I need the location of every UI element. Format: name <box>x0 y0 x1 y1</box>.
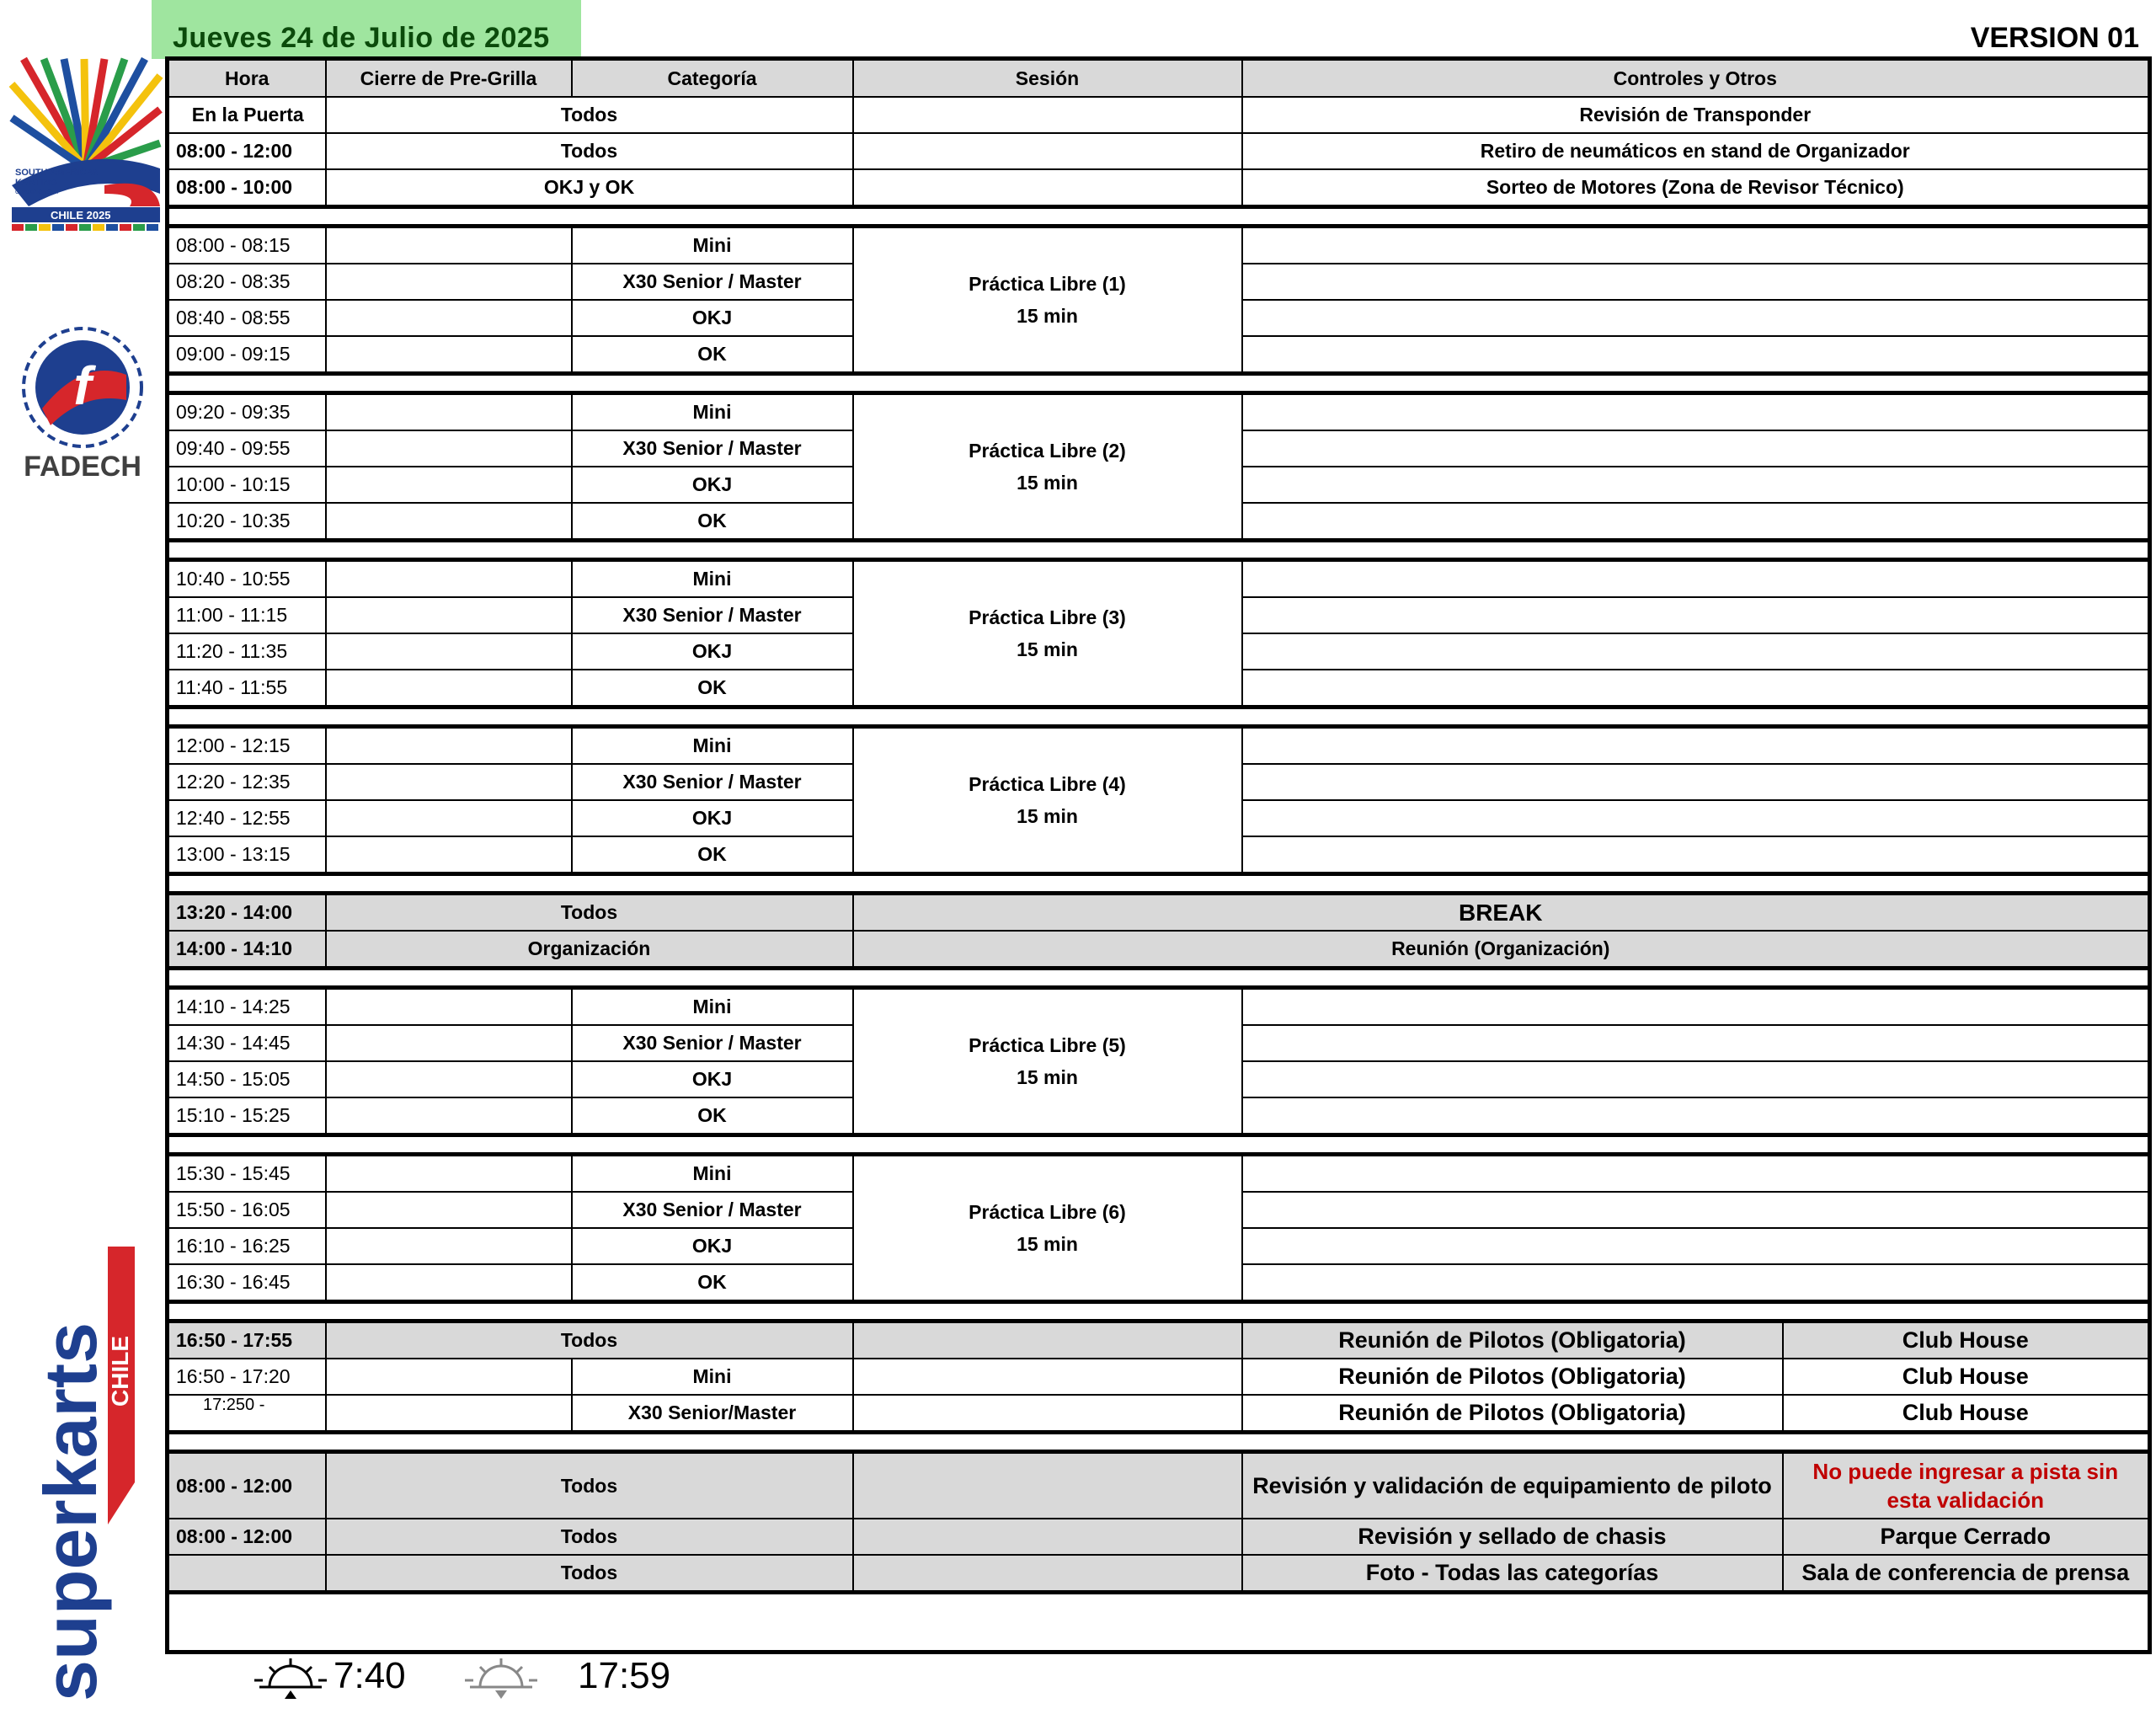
pregrid-cell <box>326 430 572 467</box>
pregrid-cell <box>326 467 572 503</box>
category-cell: OKJ <box>572 633 853 670</box>
category-cell: X30 Senior / Master <box>572 264 853 300</box>
category-cell: OKJ <box>572 1061 853 1097</box>
control-cell <box>1242 800 2150 836</box>
control-cell <box>1242 430 2150 467</box>
pregrid-cell <box>326 670 572 707</box>
session-name: Práctica Libre (1) <box>969 273 1126 295</box>
session-cell <box>853 1155 1242 1302</box>
session-cell <box>853 393 1242 541</box>
meeting-row <box>168 1322 2150 1359</box>
control-cell <box>1242 597 2150 633</box>
pregrid-cell <box>326 1025 572 1061</box>
category-cell: Todos <box>326 1322 853 1359</box>
time-cell: 10:20 - 10:35 <box>168 503 326 541</box>
pregrid-cell <box>326 1264 572 1302</box>
time-cell: 09:00 - 09:15 <box>168 336 326 374</box>
category-cell: Todos <box>326 1452 853 1519</box>
time-cell: 09:40 - 09:55 <box>168 430 326 467</box>
session-cell <box>853 988 1242 1135</box>
category-cell: Organización <box>326 931 853 969</box>
time-cell: 14:00 - 14:10 <box>168 931 326 969</box>
category-cell: X30 Senior / Master <box>572 764 853 800</box>
place-cell: Parque Cerrado <box>1783 1519 2150 1555</box>
control-cell <box>1242 1228 2150 1264</box>
separator-row <box>168 969 2150 988</box>
control-cell <box>1242 264 2150 300</box>
separator-row <box>168 1433 2150 1452</box>
control-cell <box>1242 560 2150 598</box>
time-cell: 14:50 - 15:05 <box>168 1061 326 1097</box>
session-duration: 15 min <box>1017 472 1078 494</box>
table-row <box>168 169 2150 207</box>
session-cell <box>853 1519 1242 1555</box>
place-cell: Club House <box>1783 1395 2150 1433</box>
time-cell: 15:10 - 15:25 <box>168 1097 326 1135</box>
time-cell: 16:30 - 16:45 <box>168 1264 326 1302</box>
pregrid-cell <box>326 764 572 800</box>
svg-text:f: f <box>73 355 92 416</box>
meeting-label: Reunión (Organización) <box>853 931 2150 969</box>
category-cell: Mini <box>572 1359 853 1395</box>
pregrid-cell <box>326 1359 572 1395</box>
category-cell: X30 Senior / Master <box>572 597 853 633</box>
session-cell <box>853 560 1242 707</box>
pregrid-cell <box>326 264 572 300</box>
time-cell: 08:00 - 12:00 <box>168 1452 326 1519</box>
control-cell: Reunión de Pilotos (Obligatoria) <box>1242 1359 1783 1395</box>
category-cell: X30 Senior / Master <box>572 430 853 467</box>
svg-text:FADECH: FADECH <box>24 451 141 483</box>
schedule-date: Jueves 24 de Julio de 2025 <box>173 22 550 54</box>
control-cell <box>1242 227 2150 264</box>
time-cell: 11:00 - 11:15 <box>168 597 326 633</box>
session-cell <box>853 97 1242 133</box>
control-cell <box>1242 336 2150 374</box>
separator-row <box>168 1135 2150 1155</box>
separator-row <box>168 374 2150 393</box>
category-cell: Mini <box>572 227 853 264</box>
category-cell: Mini <box>572 988 853 1026</box>
schedule-table <box>165 56 2152 1654</box>
sun-row <box>168 1593 2150 1653</box>
table-row <box>168 227 2150 264</box>
session-cell <box>853 227 1242 374</box>
session-cell <box>853 1359 1242 1395</box>
separator-row <box>168 207 2150 227</box>
category-cell: OK <box>572 336 853 374</box>
fadech-logo <box>8 324 157 484</box>
session-duration: 15 min <box>1017 805 1078 827</box>
time-cell: 11:40 - 11:55 <box>168 670 326 707</box>
category-cell: Todos <box>326 97 853 133</box>
session-name: Práctica Libre (5) <box>969 1034 1126 1056</box>
pregrid-cell <box>326 503 572 541</box>
session-name: Práctica Libre (4) <box>969 773 1126 795</box>
control-cell <box>1242 300 2150 336</box>
category-cell: Todos <box>326 1555 853 1593</box>
table-row <box>168 393 2150 431</box>
category-cell: OK <box>572 503 853 541</box>
control-cell <box>1242 633 2150 670</box>
inspection-row <box>168 1519 2150 1555</box>
col-categoria: Categoría <box>572 59 853 98</box>
table-row <box>168 988 2150 1026</box>
svg-text:CHILE: CHILE <box>107 1336 133 1407</box>
category-cell: OKJ <box>572 467 853 503</box>
pregrid-cell <box>326 1097 572 1135</box>
svg-text:KARTING: KARTING <box>15 178 58 188</box>
control-cell <box>1242 764 2150 800</box>
time-cell: 17:250 - <box>168 1395 326 1433</box>
time-cell: 15:50 - 16:05 <box>168 1192 326 1228</box>
time-cell: 08:40 - 08:55 <box>168 300 326 336</box>
pregrid-cell <box>326 836 572 874</box>
table-row <box>168 727 2150 765</box>
category-cell: OKJ y OK <box>326 169 853 207</box>
control-cell <box>1242 393 2150 431</box>
control-cell <box>1242 1155 2150 1193</box>
pregrid-cell <box>326 227 572 264</box>
svg-text:CHILE 2025: CHILE 2025 <box>51 209 111 222</box>
break-label: BREAK <box>853 894 2150 932</box>
meeting-row <box>168 1395 2150 1433</box>
control-cell: Reunión de Pilotos (Obligatoria) <box>1242 1395 1783 1433</box>
pregrid-cell <box>326 988 572 1026</box>
control-cell: Retiro de neumáticos en stand de Organizador <box>1242 133 2150 169</box>
time-cell: 08:00 - 12:00 <box>168 133 326 169</box>
photo-row <box>168 1555 2150 1593</box>
time-cell: 16:50 - 17:55 <box>168 1322 326 1359</box>
session-cell <box>853 169 1242 207</box>
sunset-icon <box>463 1655 539 1706</box>
control-cell <box>1242 1097 2150 1135</box>
time-cell: 10:40 - 10:55 <box>168 560 326 598</box>
col-hora: Hora <box>168 59 326 98</box>
table-row <box>168 560 2150 598</box>
sunrise-icon <box>253 1655 328 1706</box>
time-cell: 13:00 - 13:15 <box>168 836 326 874</box>
category-cell: OKJ <box>572 1228 853 1264</box>
header-row <box>168 59 2150 98</box>
category-cell: Todos <box>326 133 853 169</box>
control-cell <box>1242 1061 2150 1097</box>
svg-text:SOUTH AMERICAN: SOUTH AMERICAN <box>15 168 100 178</box>
col-cierre: Cierre de Pre-Grilla <box>326 59 572 98</box>
place-cell: Sala de conferencia de prensa <box>1783 1555 2150 1593</box>
pregrid-cell <box>326 1395 572 1433</box>
control-cell <box>1242 467 2150 503</box>
control-cell: Revisión y validación de equipamiento de piloto <box>1242 1452 1783 1519</box>
session-cell <box>853 1322 1242 1359</box>
superkarts-logo <box>29 1247 135 1701</box>
sunset-time: 17:59 <box>578 1655 671 1696</box>
time-cell: 16:10 - 16:25 <box>168 1228 326 1264</box>
pregrid-cell <box>326 1061 572 1097</box>
category-cell: Mini <box>572 727 853 765</box>
separator-row <box>168 874 2150 894</box>
time-cell: 12:00 - 12:15 <box>168 727 326 765</box>
pregrid-cell <box>326 393 572 431</box>
category-cell: Mini <box>572 560 853 598</box>
time-cell: 13:20 - 14:00 <box>168 894 326 932</box>
category-cell: OKJ <box>572 300 853 336</box>
time-cell: 09:20 - 09:35 <box>168 393 326 431</box>
svg-text:CHAMPIONSHIP: CHAMPIONSHIP <box>15 190 61 195</box>
session-duration: 15 min <box>1017 305 1078 327</box>
control-cell <box>1242 727 2150 765</box>
time-cell: 15:30 - 15:45 <box>168 1155 326 1193</box>
control-cell <box>1242 988 2150 1026</box>
time-cell: 12:40 - 12:55 <box>168 800 326 836</box>
session-cell <box>853 133 1242 169</box>
control-cell: Revisión de Transponder <box>1242 97 2150 133</box>
version-label: VERSION 01 <box>1970 22 2139 54</box>
category-cell: OKJ <box>572 800 853 836</box>
col-sesion: Sesión <box>853 59 1242 98</box>
meeting-row <box>168 931 2150 969</box>
place-cell: Club House <box>1783 1359 2150 1395</box>
pregrid-cell <box>326 560 572 598</box>
time-cell: 08:00 - 12:00 <box>168 1519 326 1555</box>
break-row <box>168 894 2150 932</box>
control-cell <box>1242 670 2150 707</box>
control-cell: Sorteo de Motores (Zona de Revisor Técnico) <box>1242 169 2150 207</box>
control-cell: Foto - Todas las categorías <box>1242 1555 1783 1593</box>
session-cell <box>853 1555 1242 1593</box>
south-american-karting-logo <box>12 59 160 232</box>
table-row <box>168 1155 2150 1193</box>
col-controles: Controles y Otros <box>1242 59 2150 98</box>
category-cell: Todos <box>326 894 853 932</box>
separator-row <box>168 707 2150 727</box>
warning-cell: No puede ingresar a pista sin esta validación <box>1783 1452 2150 1519</box>
time-cell: 10:00 - 10:15 <box>168 467 326 503</box>
category-cell: X30 Senior / Master <box>572 1025 853 1061</box>
session-duration: 15 min <box>1017 1066 1078 1088</box>
sunrise-time: 7:40 <box>334 1655 406 1696</box>
category-cell: Mini <box>572 1155 853 1193</box>
table-row <box>168 133 2150 169</box>
pregrid-cell <box>326 597 572 633</box>
pregrid-cell <box>326 727 572 765</box>
time-cell: 16:50 - 17:20 <box>168 1359 326 1395</box>
pregrid-cell <box>326 1192 572 1228</box>
pregrid-cell <box>326 633 572 670</box>
control-cell <box>1242 1025 2150 1061</box>
pregrid-cell <box>326 1228 572 1264</box>
svg-text:superkarts: superkarts <box>29 1322 112 1701</box>
session-name: Práctica Libre (6) <box>969 1201 1126 1223</box>
session-cell <box>853 1395 1242 1433</box>
time-cell: 11:20 - 11:35 <box>168 633 326 670</box>
category-cell: OK <box>572 836 853 874</box>
pregrid-cell <box>326 800 572 836</box>
control-cell <box>1242 503 2150 541</box>
category-cell: Todos <box>326 1519 853 1555</box>
time-cell: 08:00 - 08:15 <box>168 227 326 264</box>
place-cell: Club House <box>1783 1322 2150 1359</box>
session-name: Práctica Libre (2) <box>969 440 1126 462</box>
session-cell <box>853 727 1242 874</box>
pregrid-cell <box>326 336 572 374</box>
category-cell: X30 Senior/Master <box>572 1395 853 1433</box>
category-cell: X30 Senior / Master <box>572 1192 853 1228</box>
time-cell: 14:10 - 14:25 <box>168 988 326 1026</box>
separator-row <box>168 541 2150 560</box>
time-cell: 08:20 - 08:35 <box>168 264 326 300</box>
category-cell: OK <box>572 670 853 707</box>
pregrid-cell <box>326 300 572 336</box>
time-cell: En la Puerta <box>168 97 326 133</box>
control-cell <box>1242 836 2150 874</box>
control-cell <box>1242 1264 2150 1302</box>
session-name: Práctica Libre (3) <box>969 606 1126 628</box>
control-cell <box>1242 1192 2150 1228</box>
category-cell: Mini <box>572 393 853 431</box>
category-cell: OK <box>572 1097 853 1135</box>
table-row <box>168 97 2150 133</box>
control-cell: Reunión de Pilotos (Obligatoria) <box>1242 1322 1783 1359</box>
session-duration: 15 min <box>1017 638 1078 660</box>
time-cell: 12:20 - 12:35 <box>168 764 326 800</box>
separator-row <box>168 1302 2150 1322</box>
category-cell: OK <box>572 1264 853 1302</box>
time-cell <box>168 1555 326 1593</box>
control-cell: Revisión y sellado de chasis <box>1242 1519 1783 1555</box>
pregrid-cell <box>326 1155 572 1193</box>
meeting-row <box>168 1359 2150 1395</box>
inspection-row <box>168 1452 2150 1519</box>
session-duration: 15 min <box>1017 1233 1078 1255</box>
session-cell <box>853 1452 1242 1519</box>
time-cell: 14:30 - 14:45 <box>168 1025 326 1061</box>
time-cell: 08:00 - 10:00 <box>168 169 326 207</box>
